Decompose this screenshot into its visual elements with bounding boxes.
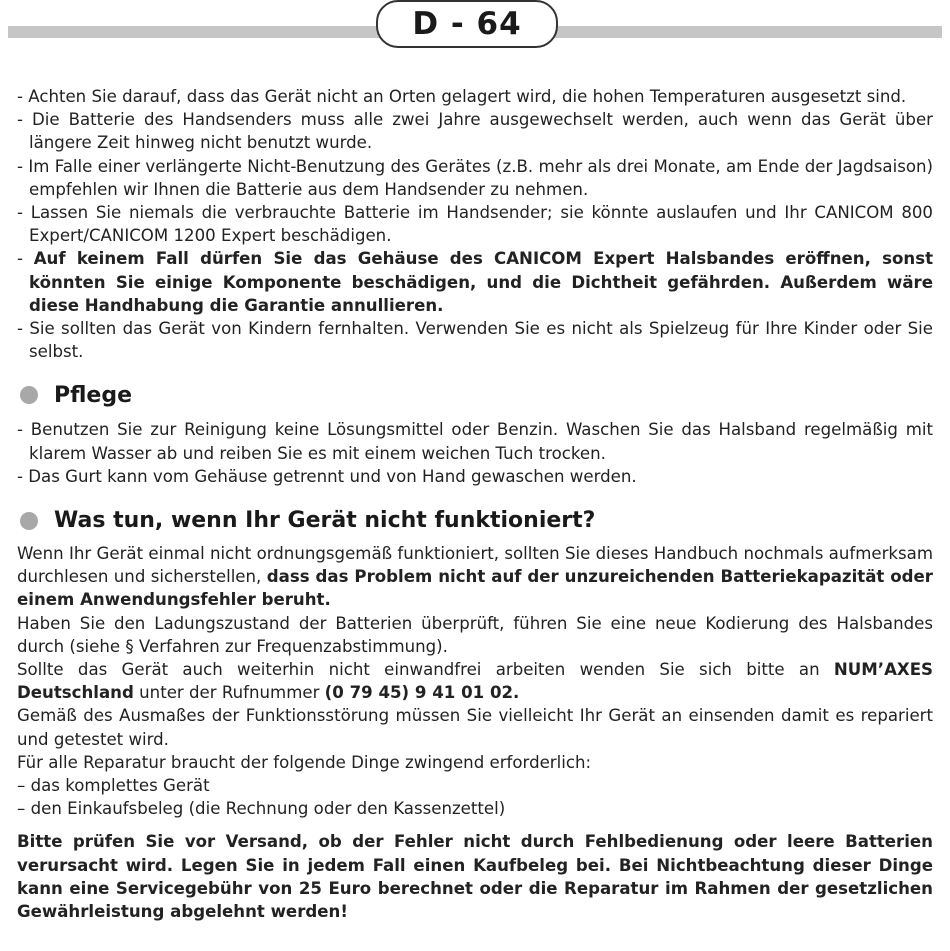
required-item: – das komplettes Gerät [17,776,210,796]
section-title: Was tun, wenn Ihr Gerät nicht funktioniert? [54,508,596,534]
troubleshooting-paragraph [17,542,933,612]
troubleshooting-paragraph: Für alle Reparatur braucht der folgende Dinge zwingend erforderlich: [17,752,592,772]
final-notice: Bitte prüfen Sie vor Versand, ob der Fehler nicht durch Fehlbedienung oder leere Batterien verursacht wird. Legen Sie in jedem Fall einen Kaufbeleg bei. Bei Nichtbeachtung dieser Dinge kann eine Servicegebühr von 25 Euro berechnet oder die Reparatur im Rahmen der gesetzlichen Gewährleistung abgelehnt werden! [17,832,933,922]
troubleshooting-paragraph: Haben Sie den Ladungszustand der Batterien überprüft, führen Sie eine neue Kodierung des Halsbandes durch (siehe § Verfahren zur Frequenzabstimmung). [17,613,933,656]
company-name: NUM’AXES Deutschland [17,660,933,703]
care-note-warning [17,247,933,317]
paragraph-text: unter der Rufnummer [133,683,325,703]
paragraph-text: Wenn Ihr Gerät einmal nicht ordnungsgemäß funktioniert, sollten Sie dieses Handbuch nochmals aufmerksam durchlesen und sicherstellen, [17,544,933,587]
page-number-label: D - 64 [376,0,558,48]
care-note: - Im Falle einer verlängerte Nicht-Benutzung des Gerätes (z.B. mehr als drei Monate, am Ende der Jagdsaison) empfehlen wir Ihnen die Batterie aus dem Handsender zu nehmen. [17,156,933,199]
pflege-item: - Benutzen Sie zur Reinigung keine Lösungsmittel oder Benzin. Waschen Sie das Halsband regelmäßig mit klarem Wasser ab und reiben Sie es mit einem weichen Tuch trocken. [17,420,933,463]
care-notes-list [17,85,933,363]
section-title: Pflege [54,382,133,408]
pflege-list [17,418,933,488]
care-note: - Lassen Sie niemals die verbrauchte Batterie im Handsender; sie könnte auslaufen und Ihr CANICOM 800 Expert/CANICOM 1200 Expert beschädigen. [17,203,933,246]
bullet-dash: - [17,249,34,269]
care-note: - Die Batterie des Handsenders muss alle zwei Jahre ausgewechselt werden, auch wenn das Gerät über längere Zeit hinweg nicht benutzt wurde. [17,110,933,153]
pflege-item: - Das Gurt kann vom Gehäuse getrennt und von Hand gewaschen werden. [17,466,637,486]
troubleshooting-paragraph: Gemäß des Ausmaßes der Funktionsstörung müssen Sie vielleicht Ihr Gerät an einsenden damit es repariert und getestet wird. [17,706,933,749]
document-body [17,85,933,923]
bullet-circle-icon [20,386,38,404]
bullet-circle-icon [20,512,38,530]
section-heading-troubleshooting [17,504,933,538]
required-item: – den Einkaufsbeleg (die Rechnung oder den Kassenzettel) [17,799,506,819]
section-heading-pflege [17,378,933,412]
emphasis-text: dass das Problem nicht auf der unzureichenden Batteriekapazität oder einem Anwendungsfehler beruht. [17,567,933,610]
contact-paragraph [17,658,933,704]
phone-number: (0 79 45) 9 41 01 02. [324,683,520,703]
paragraph-text: Sollte das Gerät auch weiterhin nicht einwandfrei arbeiten wenden Sie sich bitte an [17,660,834,680]
care-note: - Sie sollten das Gerät von Kindern fernhalten. Verwenden Sie es nicht als Spielzeug für Ihre Kinder oder Sie selbst. [17,319,933,362]
housing-warning-text: Auf keinem Fall dürfen Sie das Gehäuse des CANICOM Expert Halsbandes eröffnen, sonst könnten Sie einige Komponente beschädigen, und die Dichtheit gefährden. Außerdem wäre diese Handhabung die Garantie annullieren. [29,249,934,315]
troubleshooting-body [17,542,933,923]
care-note: - Achten Sie darauf, dass das Gerät nicht an Orten gelagert wird, die hohen Temperaturen ausgesetzt sind. [17,87,907,106]
page-header [0,0,950,56]
